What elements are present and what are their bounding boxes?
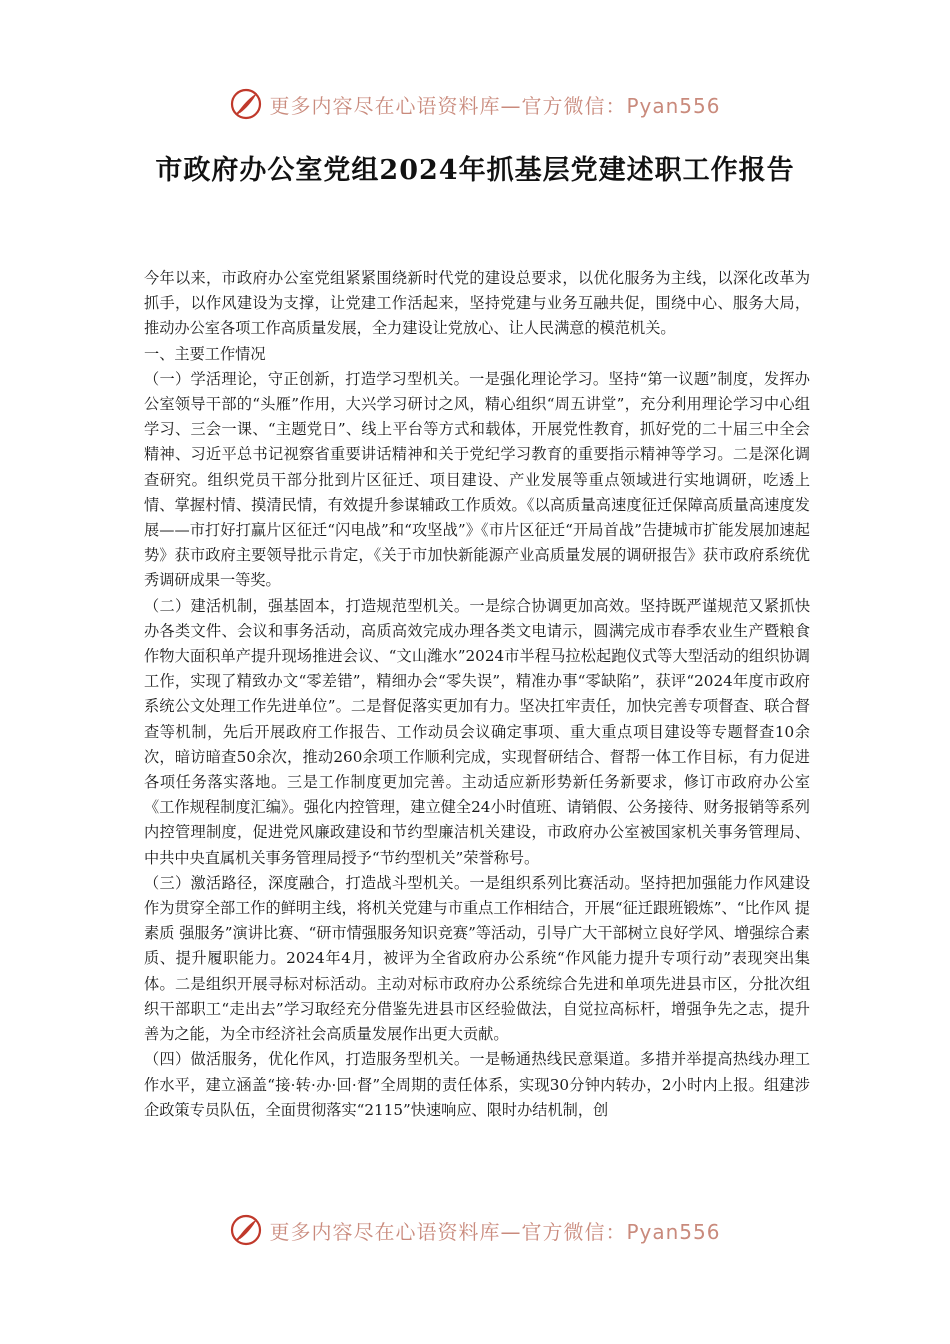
paragraph-section-2: （二）建活机制，强基固本，打造规范型机关。一是综合协调更加高效。坚持既严谨规范又紧抓快办各类文件、会议和事务活动，高质高效完成办理各类文电请示，圆满完成市春季农业生产暨粮食作物大面积单产提升现场推进会议、“文山潍水”2024市半程马拉松起跑仪式等大型活动的组织协调工作，实现了精致办文“零差错”，精细办会“零失误”，精准办事“零缺陷”，获评“2024年度市政府系统公文处理工作先进单位”。二是督促落实更加有力。坚决扛牢责任，加快完善专项督查、联合督查等机制，先后开展政府工作报告、工作动员会议确定事项、重大重点项目建设等专题督查10余次，暗访暗查50余次，推动260余项工作顺利完成，实现督研结合、督帮一体工作目标，有力促进各项任务落实落地。三是工作制度更加完善。主动适应新形势新任务新要求，修订市政府办公室《工作规程制度汇编》。强化内控管理，建立健全24小时值班、请销假、公务接待、财务报销等系列内控管理制度，促进党风廉政建设和节约型廉洁机关建设，市政府办公室被国家机关事务管理局、中共中央直属机关事务管理局授予“节约型机关”荣誉称号。 <box>144 596 810 867</box>
paragraph-section-4: （四）做活服务，优化作风，打造服务型机关。一是畅通热线民意渠道。多措并举提高热线办理工作水平，建立涵盖“接·转·办·回·督”全周期的责任体系，实现30分钟内转办，2小时内上报。组建涉企政策专员队伍，全面贯彻落实“2115”快速响应、限时办结机制，创 <box>144 1050 810 1119</box>
paragraph-intro: 今年以来，市政府办公室党组紧紧围绕新时代党的建设总要求，以优化服务为主线，以深化改革为抓手，以作风建设为支撑，让党建工作活起来，坚持党建与业务互融共促，围绕中心、服务大局，推动办公室各项工作高质量发展，全力建设让党放心、让人民满意的模范机关。 <box>144 269 810 338</box>
document-title: 市政府办公室党组2024年抓基层党建述职工作报告 <box>155 155 795 186</box>
paragraph-section-3: （三）激活路径，深度融合，打造战斗型机关。一是组织系列比赛活动。坚持把加强能力作风建设作为贯穿全部工作的鲜明主线，将机关党建与市重点工作相结合，开展“征迁跟班锻炼”、“比作风 提素质 强服务”演讲比赛、“研市情强服务知识竞赛”等活动，引导广大干部树立良好学风、增强综合素质、提升履职能力。2024年4月，被评为全省政府办公系统“作风能力提升专项行动”表现突出集体。二是组织开展寻标对标活动。主动对标市政府办公系统综合先进和单项先进县市区，分批次组织干部职工“走出去”学习取经充分借鉴先进县市区经验做法，自觉拉高标杆，增强争先之志，提升善为之能，为全市经济社会高质量发展作出更大贡献。 <box>144 873 810 1044</box>
header-banner-text: 更多内容尽在心语资料库—官方微信：Pyan556 <box>269 93 721 118</box>
paragraph-section-1: （一）学活理论，守正创新，打造学习型机关。一是强化理论学习。坚持“第一议题”制度，发挥办公室领导干部的“头雁”作用，大兴学习研讨之风，精心组织“周五讲堂”，充分利用理论学习中心组学习、三会一课、“主题党日”、线上平台等方式和载体，开展党性教育，抓好党的二十届三中全会精神、习近平总书记视察省重要讲话精神和关于党纪学习教育的重要指示精神等学习。二是深化调查研究。组织党员干部分批到片区征迁、项目建设、产业发展等重点领域进行实地调研，吃透上情、掌握村情、摸清民情，有效提升参谋辅政工作质效。《以高质量高速度征迁保障高质量高速度发展——市打好打赢片区征迁“闪电战”和“攻坚战”》《市片区征迁“开局首战”告捷城市扩能发展加速起势》获市政府主要领导批示肯定，《关于市加快新能源产业高质量发展的调研报告》获市政府系统优秀调研成果一等奖。 <box>144 369 810 590</box>
footer-banner-text: 更多内容尽在心语资料库—官方微信：Pyan556 <box>269 1219 721 1244</box>
section-heading: 一、主要工作情况 <box>144 344 266 363</box>
header-banner <box>0 84 950 124</box>
footer-banner <box>0 1210 950 1250</box>
quill-logo-icon <box>229 1213 263 1247</box>
quill-logo-icon <box>229 87 263 121</box>
document-body <box>144 266 810 1123</box>
